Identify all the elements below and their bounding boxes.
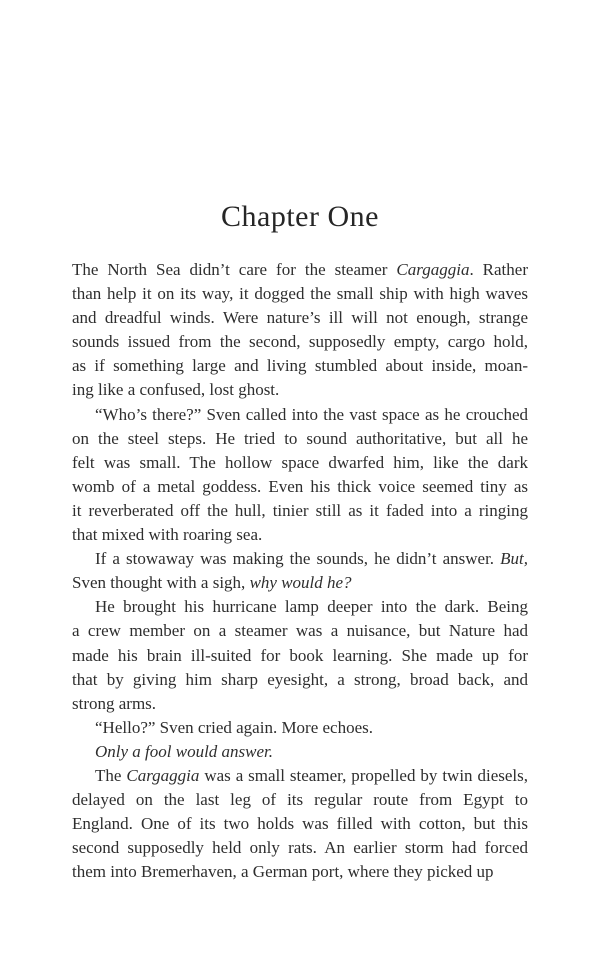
text-line <box>72 547 528 571</box>
text-line <box>72 330 528 354</box>
text-line <box>72 716 528 740</box>
text-line <box>72 258 528 282</box>
paragraph <box>72 595 528 715</box>
text-segment: “Who’s there?” Sven called into the vast space as he crouched <box>95 404 528 424</box>
text-line <box>72 451 528 475</box>
text-line <box>72 427 528 451</box>
paragraph <box>72 403 528 548</box>
text-segment: second supposedly held only rats. An earlier storm had forced <box>72 838 528 858</box>
text-segment: made his brain ill-suited for book learning. She made up for <box>72 645 528 665</box>
text-segment: If a stowaway was making the sounds, he didn’t answer. <box>95 549 501 569</box>
chapter-title: Chapter One <box>221 200 379 233</box>
text-line <box>72 595 528 619</box>
text-line <box>72 619 528 643</box>
text-line <box>72 764 528 788</box>
text-line <box>72 668 528 692</box>
text-line <box>72 692 528 716</box>
text-segment: and dreadful winds. Were nature’s ill will not enough, strange <box>72 308 528 328</box>
text-segment: delayed on the last leg of its regular route from Egypt to <box>72 790 528 810</box>
text-segment: a crew member on a steamer was a nuisance, but Nature had <box>72 621 528 641</box>
text-segment: sounds issued from the second, supposedly empty, cargo hold, <box>72 332 528 352</box>
text-segment: that mixed with roaring sea. <box>72 525 263 545</box>
text-segment: was a small steamer, propelled by twin diesels, <box>199 765 528 785</box>
paragraph <box>72 258 528 403</box>
text-line <box>72 740 528 764</box>
text-segment: Sven thought with a sigh, <box>72 573 250 593</box>
text-line <box>72 788 528 812</box>
text-line <box>72 644 528 668</box>
text-segment: that by giving him sharp eyesight, a strong, broad back, and <box>72 669 528 689</box>
text-segment: The <box>95 765 127 785</box>
text-line <box>72 378 528 402</box>
italic-text: But, <box>500 549 528 569</box>
text-line <box>72 475 528 499</box>
text-segment: The North Sea didn’t care for the steamer <box>72 260 397 279</box>
body-text <box>72 258 528 884</box>
italic-text: Cargaggia <box>396 260 470 279</box>
text-segment: womb of a metal goddess. Even his thick voice seemed tiny as <box>72 476 528 496</box>
text-segment: them into Bremerhaven, a German port, where they picked up <box>72 862 494 882</box>
text-line <box>72 836 528 860</box>
text-line <box>72 403 528 427</box>
text-segment: felt was small. The hollow space dwarfed him, like the dark <box>72 452 528 472</box>
text-line <box>72 306 528 330</box>
text-segment: ing like a confused, lost ghost. <box>72 380 280 400</box>
text-segment: England. One of its two holds was filled with cotton, but this <box>72 814 528 834</box>
text-segment: . Rather <box>469 260 528 279</box>
paragraph <box>72 716 528 740</box>
italic-text: Only a fool would answer. <box>95 741 274 761</box>
text-segment: strong arms. <box>72 693 157 713</box>
text-line <box>72 571 528 595</box>
text-segment: than help it on its way, it dogged the small ship with high waves <box>72 284 528 304</box>
text-line <box>72 499 528 523</box>
text-segment: it reverberated off the hull, tinier still as it faded into a ringing <box>72 500 528 520</box>
text-line <box>72 523 528 547</box>
paragraph <box>72 764 528 884</box>
text-segment: “Hello?” Sven cried again. More echoes. <box>95 717 374 737</box>
text-segment: on the steel steps. He tried to sound authoritative, but all he <box>72 428 528 448</box>
italic-text: why would he? <box>249 573 352 593</box>
italic-text: Cargaggia <box>126 765 200 785</box>
text-line <box>72 282 528 306</box>
paragraph <box>72 547 528 595</box>
text-segment: He brought his hurricane lamp deeper into the dark. Being <box>95 597 528 617</box>
text-line <box>72 354 528 378</box>
text-line <box>72 812 528 836</box>
text-segment: as if something large and living stumbled about inside, moan- <box>72 356 528 376</box>
text-line <box>72 860 528 884</box>
paragraph <box>72 740 528 764</box>
